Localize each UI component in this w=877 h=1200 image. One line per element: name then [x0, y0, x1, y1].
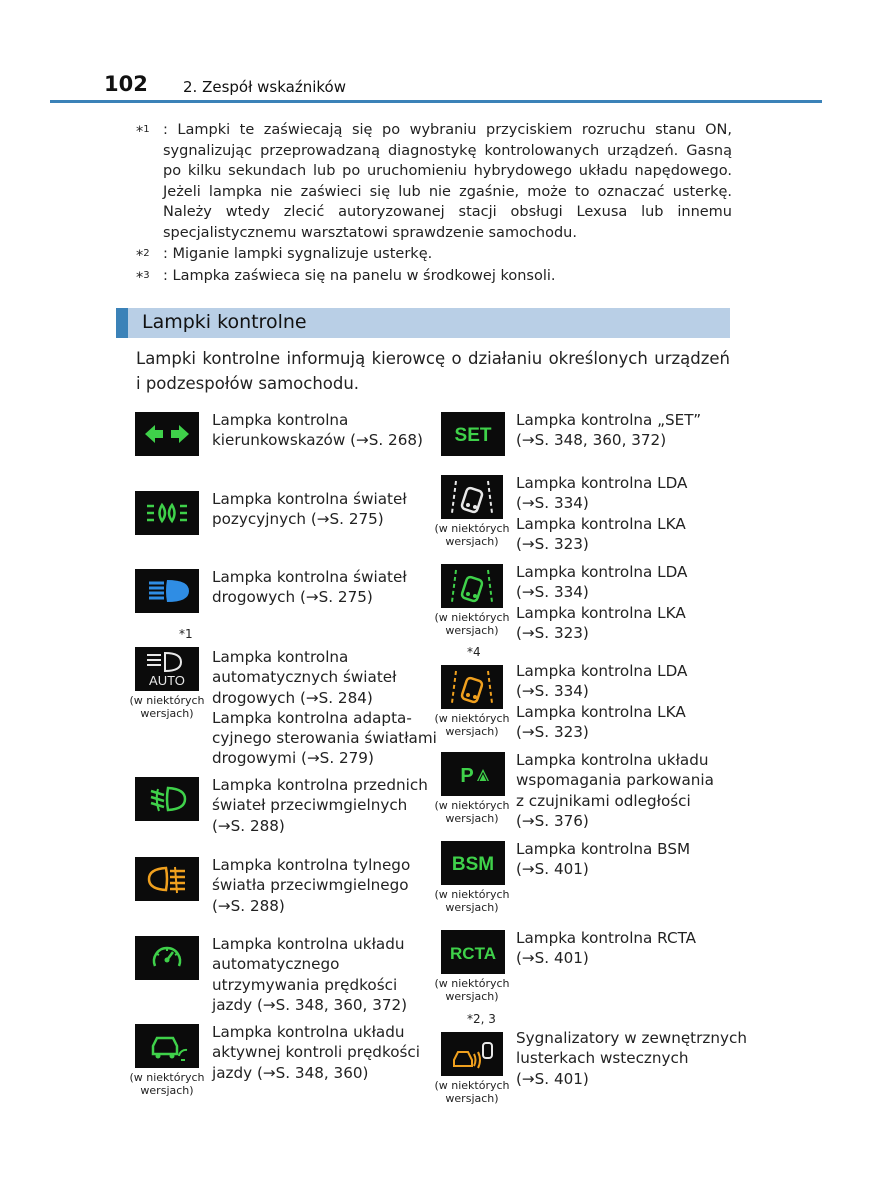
lane-departure-white-icon [441, 475, 503, 519]
description-line: jazdy (→S. 348, 360, 372) [212, 995, 408, 1014]
indicator-description [516, 750, 714, 831]
rcta-icon [441, 930, 505, 974]
mirror-indicator-icon [441, 1032, 503, 1076]
version-note: (w niektórych wersjach) [434, 799, 510, 825]
svg-text:AUTO: AUTO [149, 673, 185, 688]
svg-text:BSM: BSM [451, 854, 495, 875]
header-rule [50, 100, 822, 103]
description-line: (→S. 334) [516, 583, 589, 602]
set-indicator-icon [441, 412, 505, 456]
svg-text:RCTA: RCTA [450, 944, 496, 963]
front-fog-light-icon [135, 777, 199, 821]
lane-departure-green-icon [441, 564, 503, 608]
description-line: (→S. 323) [516, 534, 589, 553]
lane-departure-amber-icon [441, 665, 503, 709]
description-line: Lampka kontrolna LKA [516, 514, 686, 533]
description-line: Lampka kontrolna [212, 411, 349, 429]
indicator-description [212, 855, 410, 916]
dynamic-radar-cruise-icon [135, 1024, 199, 1068]
description-line: Lampka kontrolna przednich [212, 776, 428, 794]
auto-high-beam-icon [135, 647, 199, 691]
high-beam-icon [135, 569, 199, 613]
description-line: lusterkach wstecznych [516, 1049, 689, 1068]
footnote-reference: *4 [467, 645, 481, 659]
description-line: Lampka kontrolna LKA [516, 603, 686, 622]
footnote-reference: *1 [179, 627, 193, 641]
description-line: drogowych (→S. 275) [212, 588, 373, 607]
footnote-mark: *$^3$ [136, 270, 150, 287]
description-line: Lampka kontrolna adapta- [212, 708, 412, 727]
description-line: drogowymi (→S. 279) [212, 749, 374, 768]
description-line: z czujnikami odległości [516, 791, 691, 810]
description-line: świateł przeciwmgielnych [212, 796, 408, 815]
description-line: jazdy (→S. 348, 360) [212, 1063, 369, 1082]
version-note: (w niektórych wersjach) [434, 611, 510, 637]
description-line: (→S. 376) [516, 811, 589, 830]
description-line: drogowych (→S. 284) [212, 688, 373, 707]
footnote-2 [136, 244, 732, 267]
indicator-description [516, 1028, 747, 1089]
indicator-description [516, 839, 690, 880]
indicator-description [212, 489, 407, 530]
version-note: (w niektórych wersjach) [129, 1071, 205, 1097]
indicator-description [212, 567, 407, 608]
description-line: (→S. 348, 360, 372) [516, 431, 667, 450]
description-line: wspomagania parkowania [516, 771, 714, 790]
description-line: utrzymywania prędkości [212, 975, 398, 994]
description-line: Sygnalizatory w zewnętrznych [516, 1029, 747, 1047]
footnote-text: : Lampka zaświeca się na panelu w środkowej konsoli. [163, 268, 556, 285]
description-line: Lampka kontrolna [212, 648, 349, 666]
description-line: Lampka kontrolna LDA [516, 563, 688, 581]
description-line: Lampka kontrolna układu [516, 751, 709, 769]
indicator-description [516, 661, 687, 742]
footnote-mark: *$^2$ [136, 247, 150, 264]
section-title: Lampki kontrolne [142, 311, 307, 333]
description-line: Lampka kontrolna LKA [516, 702, 686, 721]
version-note: (w niektórych wersjach) [434, 1079, 510, 1105]
description-line: aktywnej kontroli prędkości [212, 1043, 420, 1062]
description-line: Lampka kontrolna LDA [516, 662, 688, 680]
description-line: (→S. 288) [212, 816, 285, 835]
indicator-description [212, 647, 437, 769]
description-line: Lampka kontrolna układu [212, 1023, 405, 1041]
description-line: Lampka kontrolna LDA [516, 474, 688, 492]
description-line: (→S. 323) [516, 722, 589, 741]
description-line: Lampka kontrolna układu [212, 935, 405, 953]
bsm-icon [441, 841, 505, 885]
description-line: kierunkowskazów (→S. 268) [212, 431, 423, 450]
page-number: 102 [104, 72, 148, 96]
svg-text:SET: SET [454, 425, 492, 446]
description-line: automatycznego [212, 955, 340, 974]
description-line: światła przeciwmgielnego [212, 876, 409, 895]
footnote-1 [136, 120, 732, 244]
cruise-control-icon [135, 936, 199, 980]
position-lights-icon [135, 491, 199, 535]
indicator-description [516, 410, 701, 451]
description-line: Lampka kontrolna świateł [212, 568, 407, 586]
description-line: (→S. 288) [212, 896, 285, 915]
description-line: (→S. 401) [516, 860, 589, 879]
description-line: pozycyjnych (→S. 275) [212, 510, 384, 529]
description-line: (→S. 334) [516, 682, 589, 701]
description-line: (→S. 323) [516, 623, 589, 642]
rear-fog-light-icon [135, 857, 199, 901]
turn-signal-arrows-icon [135, 412, 199, 456]
indicator-description [212, 934, 407, 1015]
version-note: (w niektórych wersjach) [434, 888, 510, 914]
version-note: (w niektórych wersjach) [434, 522, 510, 548]
footnote-text: : Miganie lampki sygnalizuje usterkę. [163, 245, 433, 262]
description-line: Lampka kontrolna RCTA [516, 929, 697, 947]
description-line: Lampka kontrolna „SET” [516, 411, 702, 429]
description-line: Lampka kontrolna świateł [212, 490, 407, 508]
description-line: Lampka kontrolna tylnego [212, 856, 411, 874]
footnotes [136, 120, 732, 289]
parking-sensor-icon [441, 752, 505, 796]
version-note: (w niektórych wersjach) [434, 977, 510, 1003]
description-line: automatycznych świateł [212, 668, 397, 687]
description-line: Lampka kontrolna BSM [516, 840, 691, 858]
description-line: (→S. 401) [516, 949, 589, 968]
svg-text:P: P [460, 765, 474, 787]
section-heading-bar [116, 308, 730, 338]
footnote-reference: *2, 3 [467, 1012, 496, 1026]
description-line: (→S. 401) [516, 1069, 589, 1088]
indicator-description [516, 928, 696, 969]
description-line: (→S. 334) [516, 494, 589, 513]
version-note: (w niektórych wersjach) [129, 694, 205, 720]
indicator-description [516, 562, 687, 643]
description-line: cyjnego sterowania światłami [212, 729, 437, 748]
indicator-description [212, 410, 423, 451]
indicator-description [212, 775, 428, 836]
version-note: (w niektórych wersjach) [434, 712, 510, 738]
chapter-title: 2. Zespół wskaźników [183, 78, 346, 96]
section-intro: Lampki kontrolne informują kierowcę o działaniu określonych urządzeń i podzespołów samochodu. [136, 349, 730, 393]
footnote-text: : Lampki te zaświecają się po wybraniu przyciskiem rozruchu stanu ON, sygnalizując przeprowadzaną diagnostykę kontrolowanych urządzeń. Gasną po kilku sekundach lub po uruchomieniu hybrydowego układu napędowego. Jeżeli lampka nie zaświeci się lub nie zgaśnie, może to oznaczać usterkę. Należy wtedy zlecić autoryzowanej stacji obsługi Lexusa lub innemu specjalistycznemu warsztatowi sprawdzenie samochodu. [163, 122, 732, 241]
indicator-description [516, 473, 687, 554]
footnote-mark: *$^1$ [136, 124, 150, 140]
indicator-description [212, 1022, 420, 1083]
footnote-3 [136, 266, 732, 289]
